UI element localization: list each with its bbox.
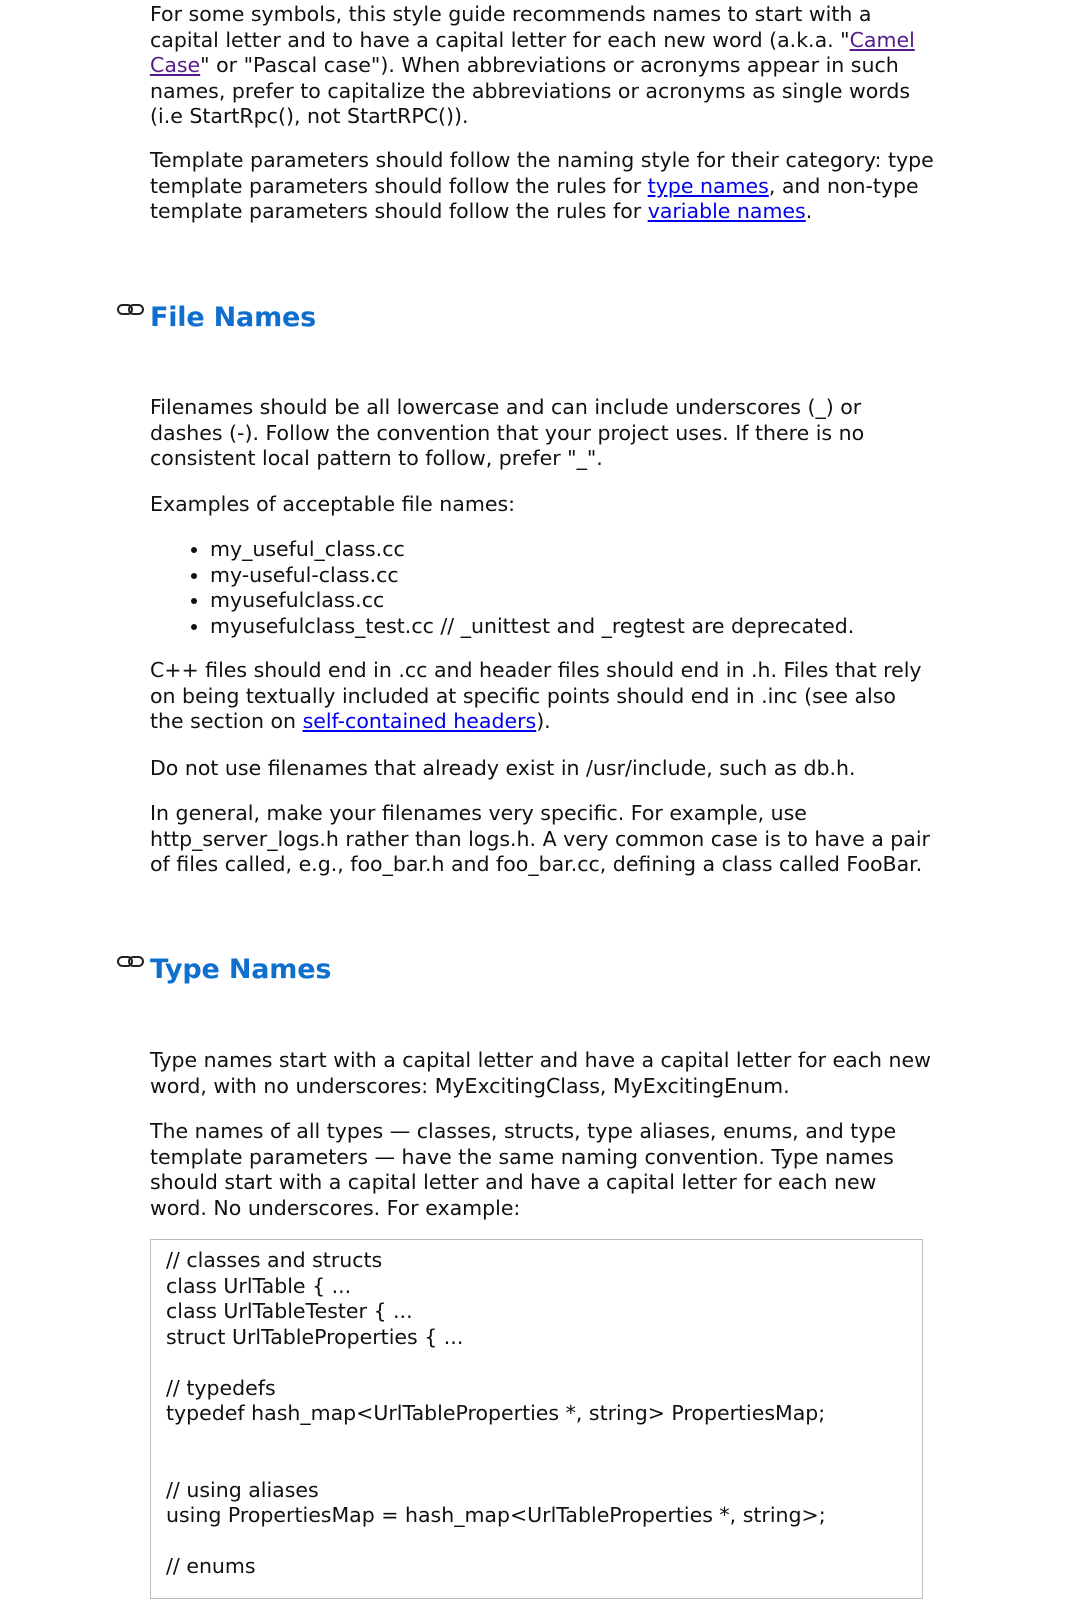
intro-paragraph-template-params <box>150 148 935 225</box>
file-names-heading <box>116 302 316 333</box>
code-line: class UrlTableTester { ... <box>166 1299 413 1323</box>
file-names-p3 <box>150 658 935 735</box>
file-names-title: File Names <box>150 302 316 333</box>
extensions-text-end: ). <box>536 709 551 733</box>
list-item: • myusefulclass_test.cc // _unittest and _regtest are deprecated. <box>210 614 935 640</box>
file-names-p2 <box>150 492 935 518</box>
type-names-convention: The names of all types — classes, structs, type aliases, enums, and type template parameters — have the same naming convention. Type names should start with a capital letter and have a capital letter for each new word. No underscores. For example: <box>150 1119 897 1220</box>
code-line <box>166 1427 907 1453</box>
template-text-cont: , and non-type template parameters should follow the rules for <box>150 173 919 223</box>
template-text: Template parameters should follow the naming style for their category: type template parameters should follow the rules for <box>150 148 934 198</box>
list-item: • my_useful_class.cc <box>210 537 935 563</box>
code-line <box>166 1350 907 1376</box>
type-names-title: Type Names <box>150 954 332 985</box>
intro-text-cont: " or "Pascal case"). When abbreviations or acronyms appear in such names, prefer to capitalize the abbreviations or acronyms as single words (i.e StartRpc(), not StartRPC()). <box>150 53 911 128</box>
file-names-rule: Filenames should be all lowercase and can include underscores (_) or dashes (-). Follow the convention that your project uses. If there is no consistent local pattern to follow, prefer "_". <box>150 395 865 470</box>
code-example-block <box>150 1239 923 1599</box>
code-line: // classes and structs <box>166 1248 383 1272</box>
file-examples-list <box>150 537 935 639</box>
code-line: using PropertiesMap = hash_map<UrlTableProperties *, string>; <box>166 1503 826 1527</box>
code-line: // using aliases <box>166 1477 319 1502</box>
type-names-link[interactable]: type names <box>647 173 769 198</box>
type-names-p1 <box>150 1048 935 1099</box>
type-names-heading <box>116 954 331 985</box>
extensions-text: C++ files should end in .cc and header files should end in .h. Files that rely on being textually included at specific points should end in .inc (see also the section on <box>150 658 922 733</box>
intro-paragraph-camel-case <box>150 2 935 130</box>
self-contained-headers-link[interactable]: self-contained headers <box>302 709 537 733</box>
list-item: • myusefulclass.cc <box>210 588 935 614</box>
code-line <box>166 1529 907 1555</box>
file-names-p1 <box>150 395 935 472</box>
code-line: typedef hash_map<UrlTableProperties *, string> PropertiesMap; <box>166 1401 826 1425</box>
variable-names-link[interactable]: variable names <box>647 199 806 223</box>
type-names-p2 <box>150 1119 935 1221</box>
link-anchor-icon[interactable] <box>116 953 148 973</box>
file-names-p4 <box>150 756 935 782</box>
camel-case-link[interactable]: Camel Case <box>150 27 915 77</box>
link-anchor-icon[interactable] <box>116 301 148 321</box>
code-line: // typedefs <box>166 1375 276 1400</box>
code-line: class UrlTable { ... <box>166 1273 352 1298</box>
type-names-rule: Type names start with a capital letter and have a capital letter for each new word, with no underscores: MyExcitingClass, MyExcitingEnum. <box>150 1048 931 1098</box>
specific-filenames-rule: In general, make your filenames very specific. For example, use http_server_logs.h rather than logs.h. A very common case is to have a pair of files called, e.g., foo_bar.h and foo_bar.cc, defining a class called FooBar. <box>150 801 930 876</box>
code-line: // enums <box>166 1554 256 1578</box>
list-item: • my-useful-class.cc <box>210 563 935 589</box>
file-names-p5 <box>150 801 935 878</box>
code-line: struct UrlTableProperties { ... <box>166 1324 464 1349</box>
template-text-end: . <box>805 199 813 223</box>
examples-intro: Examples of acceptable file names: <box>150 492 516 516</box>
usr-include-rule: Do not use filenames that already exist in /usr/include, such as db.h. <box>150 756 856 780</box>
intro-text: For some symbols, this style guide recommends names to start with a capital letter and to have a capital letter for each new word (a.k.a. " <box>150 2 872 52</box>
code-line <box>166 1452 907 1478</box>
